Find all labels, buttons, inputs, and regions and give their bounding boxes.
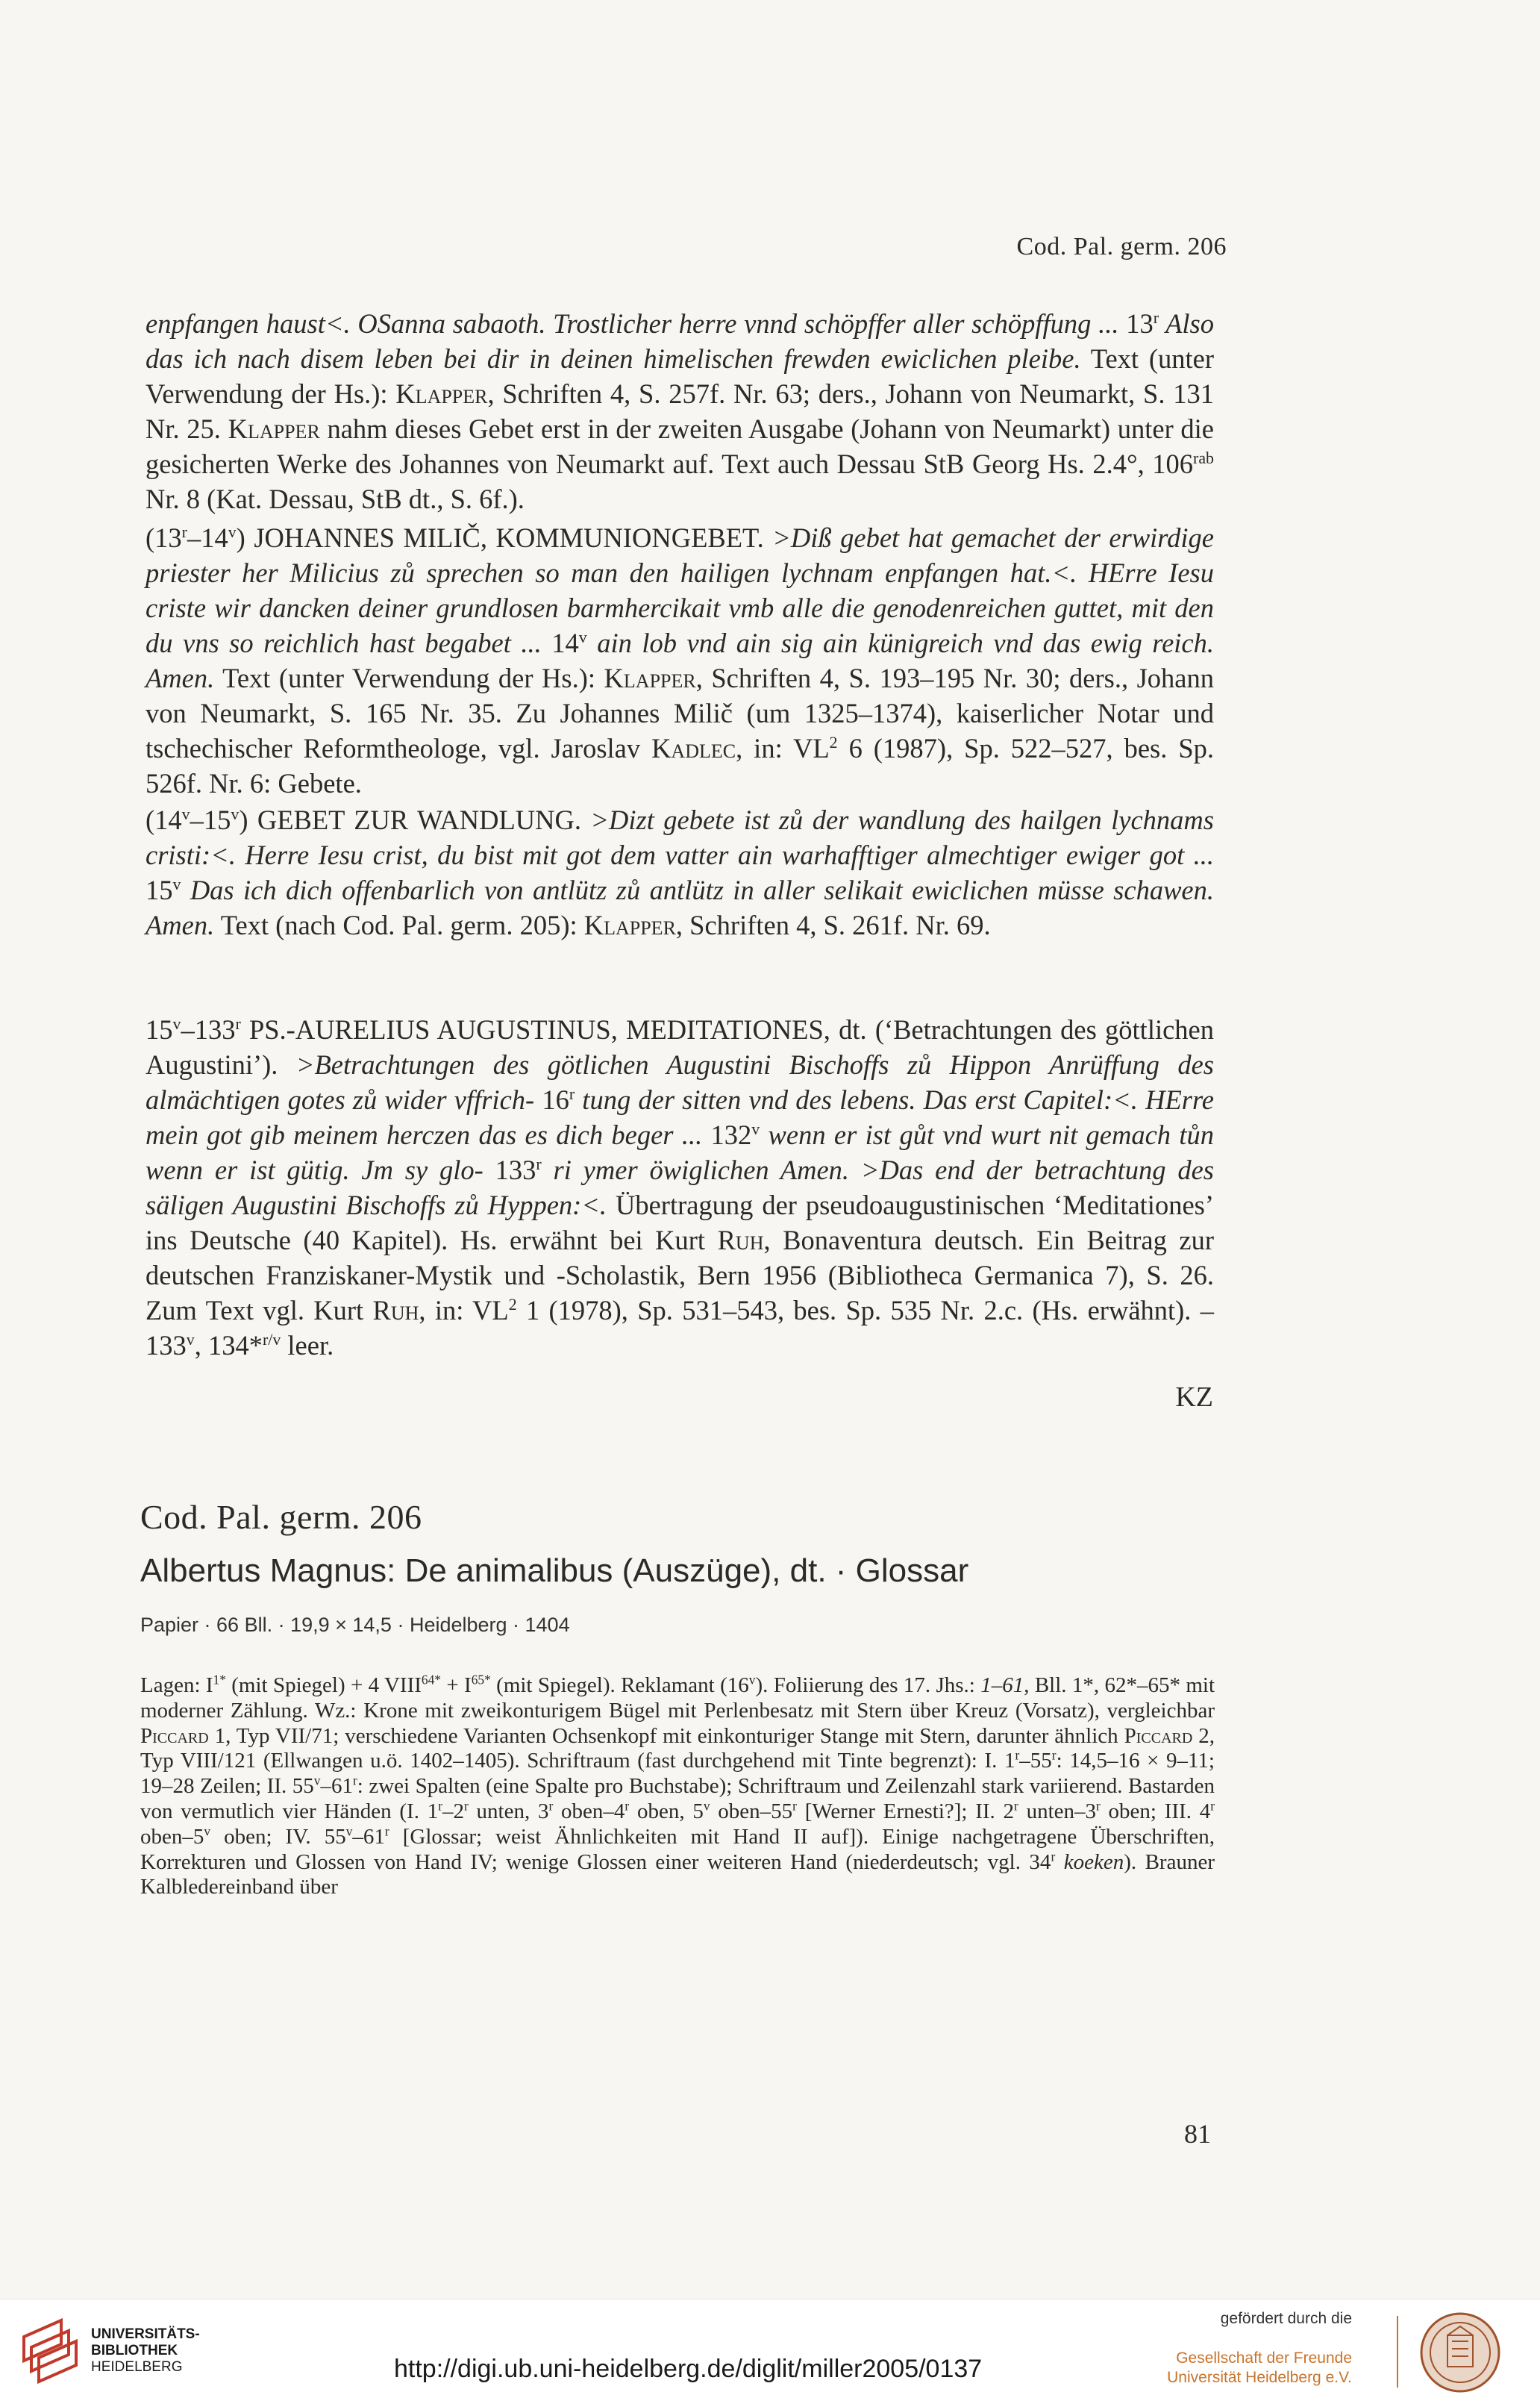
work-title: Albertus Magnus: De animalibus (Auszüge), dt. · Glossar	[140, 1552, 969, 1589]
codex-metadata: Papier · 66 Bll. · 19,9 × 14,5 · Heidelberg · 1404	[140, 1614, 570, 1636]
sponsor-credit: gefördert durch die Gesellschaft der Freunde Universität Heidelberg e.V.	[1167, 2310, 1352, 2386]
library-name: UNIVERSITÄTS- BIBLIOTHEK HEIDELBERG	[91, 2326, 200, 2375]
page-number: 81	[1184, 2119, 1211, 2149]
entry-milic: (13$^r$–14$^v$) JOHANNES MILIČ, KOMMUNIONGEBET. >Diß gebet hat gemachet der erwirdige priester her Milicius zů sprechen so man den hailigen lychnam enpfangen hat.<. HErre Iesu criste wir dancken deiner grundlosen barmhercikait vmb alle die genodenreichen guttet, mit den du vns so reichlich hast begabet ... 14$^v$ ain lob vnd ain sig ain künigreich vnd das ewig reich. Amen. Text (unter Verwendung der Hs.): Klapper, Schriften 4, S. 193–195 Nr. 30; ders., Johann von Neumarkt, S. 165 Nr. 35. Zu Johannes Milič (um 1325–1374), kaiserlicher Notar und tschechischer Reformtheologe, vgl. Jaroslav Kadlec, in: $VL^2$ 6 (1987), Sp. 522–527, bes. Sp. 526f. Nr. 6: Gebete.	[145, 522, 1215, 799]
university-seal-icon	[1419, 2311, 1501, 2394]
ub-heidelberg-logo-icon[interactable]	[16, 2314, 90, 2389]
entry-wandlung: (14$^v$–15$^v$) GEBET ZUR WANDLUNG. >Dizt gebete ist zů der wandlung des hailgen lychnams cristi:<. Herre Iesu crist, du bist mit got dem vatter ain warhafftiger almechtiger ewiger got ... 15$^v$ Das ich dich offenbarlich von antlütz zů antlütz in aller selikait ewiclichen müsse schawen. Amen. Text (nach Cod. Pal. germ. 205): Klapper, Schriften 4, S. 261f. Nr. 69.	[145, 804, 1214, 940]
codicological-description: Lagen: $I^{1*}$ (mit Spiegel) + 4 $VIII^{64*} + I^{65*}$ (mit Spiegel). Reklamant (16$^v$). Foliierung des 17. Jhs.: 1–61, Bll. 1*, 62*–65* mit moderner Zählung. Wz.: Krone mit zweikonturigem Bügel mit Perlenbesatz mit Stern über Kreuz (Vorsatz), vergleichbar Piccard 1, Typ VII/71; verschiedene Varianten Ochsenkopf mit einkonturiger Stange mit Stern, darunter ähnlich Piccard 2, Typ VIII/121 (Ellwangen u.ö. 1402–1405). Schriftraum (fast durchgehend mit Tinte begrenzt): I. 1$^r$–55$^r$: 14,5–16 × 9–11; 19–28 Zeilen; II. 55$^v$–61$^r$: zwei Spalten (eine Spalte pro Buchstabe); Schriftraum und Zeilenzahl stark variierend. Bastarden von vermutlich vier Händen (I. 1$^r$–2$^r$ unten, 3$^r$ oben–4$^r$ oben, 5$^v$ oben–55$^r$ [Werner Ernesti?]; II. 2$^r$ unten–3$^r$ oben; III. 4$^r$ oben–5$^v$ oben; IV. 55$^v$–61$^r$ [Glossar; weist Ähnlichkeiten mit Hand II auf]). Einige nachgetragene Überschriften, Korrekturen und Glossen von Hand IV; wenige Glossen einer weiteren Hand (niederdeutsch; vgl. 34$^r$ koeken). Brauner Kalbledereinband über	[140, 1672, 1215, 1899]
shelfmark-heading: Cod. Pal. germ. 206	[140, 1498, 422, 1536]
entry-augustinus: 15$^v$–133$^r$ PS.-AURELIUS AUGUSTINUS, MEDITATIONES, dt. (‘Betrachtungen des göttlichen Augustini’). >Betrachtungen des götlichen Augustini Bischoffs zů Hippon Anrüffung des almächtigen gotes zů wider vffrich- 16$^r$ tung der sitten vnd des lebens. Das erst Capitel:<. HErre mein got gib meinem herczen das es dich beger ... 132$^v$ wenn er ist gůt vnd wurt nit gemach tůn wenn er ist gütig. Jm sy glo- 133$^r$ ri ymer öwiglichen Amen. >Das end der betrachtung des säligen Augustini Bischoffs zů Hyppen:<. Übertragung der pseudoaugustinischen ‘Meditationes’ ins Deutsche (40 Kapitel). Hs. erwähnt bei Kurt Ruh, Bonaventura deutsch. Ein Beitrag zur deutschen Franziskaner-Mystik und -Scholastik, Bern 1956 (Bibliotheca Germanica 7), S. 26. Zum Text vgl. Kurt Ruh, in: $VL^2$ 1 (1978), Sp. 531–543, bes. Sp. 535 Nr. 2.c. (Hs. erwähnt). – 133$^v$, 134*$^{r/v}$ leer.	[145, 1014, 1215, 1361]
permalink-url[interactable]: http://digi.ub.uni-heidelberg.de/diglit/miller2005/0137	[394, 2355, 983, 2383]
entry-continuation: enpfangen haust<. OSanna sabaoth. Trostlicher herre vnnd schöpffer aller schöpffung ... 13$^r$ Also das ich nach disem leben bei dir in deinen himelischen frewden ewiclichen pleibe. Text (unter Verwendung der Hs.): Klapper, Schriften 4, S. 257f. Nr. 63; ders., Johann von Neumarkt, S. 131 Nr. 25. Klapper nahm dieses Gebet erst in der zweiten Ausgabe (Johann von Neumarkt) unter die gesicherten Werke des Johannes von Neumarkt auf. Text auch Dessau StB Georg Hs. 2.4°, $106^{rab}$ Nr. 8 (Kat. Dessau, StB dt., S. 6f.).	[145, 307, 1215, 514]
author-signature: KZ	[1175, 1381, 1213, 1413]
viewer-footer	[0, 2299, 1540, 2398]
footer-divider	[1397, 2316, 1398, 2388]
running-header: Cod. Pal. germ. 206	[1016, 233, 1227, 260]
